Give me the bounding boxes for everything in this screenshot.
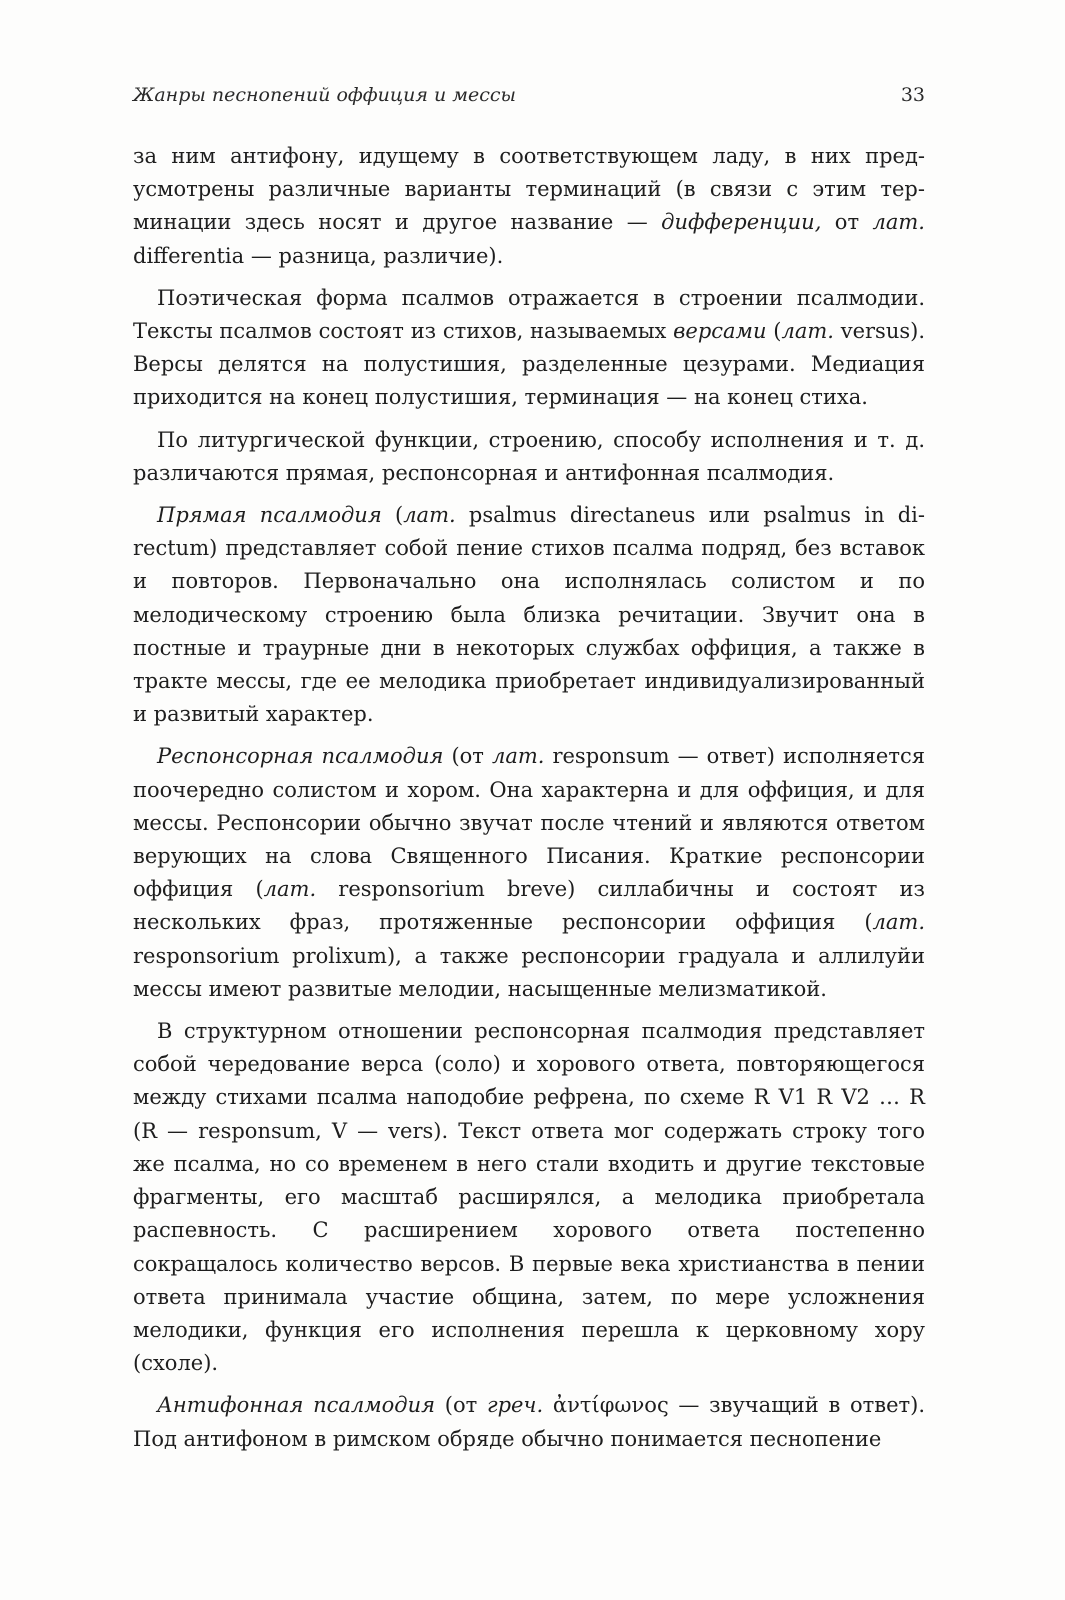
paragraph bbox=[133, 1389, 925, 1455]
paragraph bbox=[133, 740, 925, 1006]
italic-run: лат. bbox=[781, 319, 834, 344]
italic-run: лат. bbox=[872, 910, 925, 935]
paragraph bbox=[133, 140, 925, 273]
paragraph bbox=[133, 282, 925, 415]
italic-run: лат. bbox=[872, 210, 925, 235]
italic-run: Респонсорная псалмодия bbox=[157, 744, 444, 769]
text-run: за ним антифону, идущему в соответствующем ладу, в них предусмотрены различные варианты терминаций (в связи с этим терминации здесь носят и другое название — bbox=[133, 144, 925, 235]
italic-run: дифференции, bbox=[661, 210, 822, 235]
text-run: psalmus directaneus или psalmus in directum) представляет собой пение стихов псалма подряд, без вставок и повторов. Первоначально она исполнялась солистом и по мелодическому строению была близка речитации. Звучит она в постные и траурные дни в некоторых службах оффиция, а также в тракте мессы, где ее мелодика приобретает индивидуализированный и развитый характер. bbox=[133, 503, 925, 727]
text-run: responsorium prolixum), а также респонсории градуала и аллилуйи мессы имеют развитые мелодии, насыщенные мелизматикой. bbox=[133, 943, 925, 1001]
text-run: (от bbox=[435, 1393, 487, 1418]
paragraph bbox=[133, 1015, 925, 1380]
body-text bbox=[133, 140, 925, 1456]
text-run: ( bbox=[766, 319, 782, 344]
text-run: (от bbox=[443, 744, 492, 769]
text-run: differentia — разница, различие). bbox=[133, 243, 504, 268]
italic-run: лат. bbox=[491, 744, 545, 769]
paragraph bbox=[133, 499, 925, 731]
page-number: 33 bbox=[900, 84, 925, 106]
text-run: responsum — ответ) исполняется поочередно солистом и хором. Она характерна и для оффиция, и для мессы. Респонсории обычно звучат после чтений и являются ответом верующих на слова Священного Писания. Краткие респонсории оффиция ( bbox=[133, 744, 925, 902]
running-header bbox=[133, 84, 925, 114]
chapter-title: Жанры песнопений оффиция и мессы bbox=[133, 84, 517, 106]
italic-run: лат. bbox=[403, 503, 456, 528]
paragraph bbox=[133, 424, 925, 490]
italic-run: версами bbox=[673, 319, 767, 344]
italic-run: греч. bbox=[486, 1393, 544, 1418]
text-run: В структурном отношении респонсорная псалмодия представляет собой чередование верса (соло) и хорового ответа, повторяющегося между стихами псалма наподобие рефрена, по схеме R V1 R V2 … R (R — responsum, V — vers). Текст ответа мог содержать строку того же псалма, но со временем в него стали входить и другие текстовые фрагменты, его масштаб расширялся, а мелодика приобретала распевность. С расширением хорового ответа постепенно сокращалось количество версов. В первые века христианства в пении ответа принимала участие община, затем, по мере усложнения мелодики, функция его исполнения перешла к церковному хору (схоле). bbox=[133, 1019, 925, 1376]
text-run: versus). Версы делятся на полустишия, разделенные цезурами. Медиация приходится на конец полустишия, терминация — на конец стиха. bbox=[133, 319, 925, 410]
text-run: По литургической функции, строению, способу исполнения и т. д. различаются прямая, респонсорная и антифонная псалмодия. bbox=[133, 427, 925, 485]
italic-run: лат. bbox=[263, 877, 317, 902]
text-run: от bbox=[821, 210, 873, 235]
text-run: Поэтическая форма псалмов отражается в строении псалмодии. Тексты псалмов состоят из стихов, называемых bbox=[133, 285, 925, 344]
text-run: ( bbox=[381, 503, 404, 528]
text-run: ἀντίφωνος — звучащий в ответ). Под антифоном в римском обряде обычно понимается песнопение bbox=[133, 1393, 925, 1451]
italic-run: Прямая псалмодия bbox=[157, 503, 382, 528]
italic-run: Антифонная псалмодия bbox=[157, 1393, 436, 1418]
text-run: responsorium breve) силлабичны и состоят из нескольких фраз, протяженные респонсории оффиция ( bbox=[133, 877, 925, 935]
